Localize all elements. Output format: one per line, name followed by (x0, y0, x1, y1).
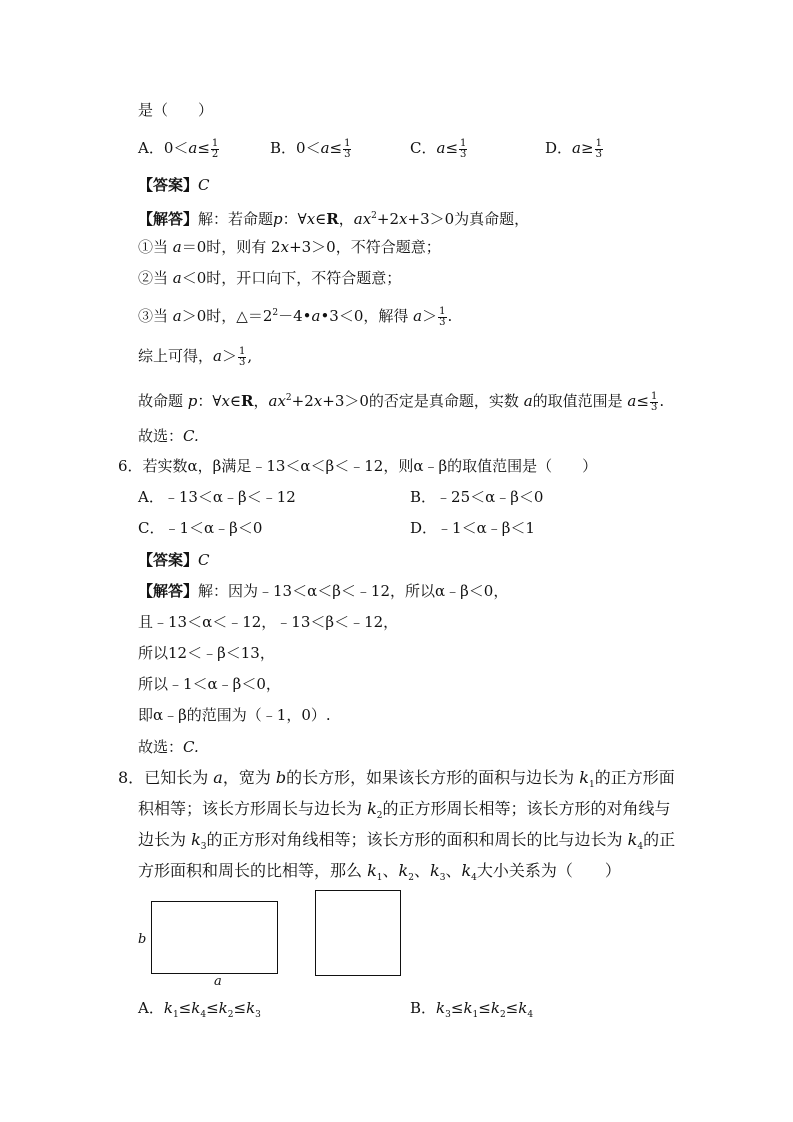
q6-analysis-line2: 且﹣13＜α＜﹣12，﹣13＜β＜﹣12， (138, 613, 399, 631)
fraction: $\frac{1}{3}$ (439, 305, 446, 328)
rectangle-figure (151, 901, 278, 974)
q6-analysis-line3: 所以12＜﹣β＜13， (138, 644, 275, 662)
q8-stem-line1: 8．已知长为 a，宽为 b的长方形，如果该长方形的面积与边长为 $k_1$的正方形面 (118, 768, 675, 791)
q5-option-d: D．a≥ $\frac{1}{3}$ (545, 137, 602, 160)
q8-option-b: B．$k_3\le k_1\le k_2\le k_4$ (410, 999, 534, 1020)
q6-stem: 6．若实数α，β满足﹣13＜α＜β＜﹣12，则α﹣β的取值范围是（ ） (118, 457, 598, 475)
fraction: $\frac{1}{2}$ (211, 137, 219, 160)
fraction: $\frac{1}{3}$ (344, 137, 351, 160)
fraction: $\frac{1}{3}$ (595, 137, 602, 160)
q5-option-a: A．0＜a≤ $\frac{1}{2}$ (138, 137, 219, 160)
fraction: $\frac{1}{3}$ (460, 137, 467, 160)
q8-stem-line2: 积相等；该长方形周长与边长为 $k_2$的正方形周长相等；该长方形的对角线与 (138, 799, 671, 822)
q6-option-a: A．﹣13＜α﹣β＜﹣12 (138, 488, 296, 506)
q5-option-b: B．0＜a≤ $\frac{1}{3}$ (270, 137, 351, 160)
q6-option-c: C．﹣1＜α﹣β＜0 (138, 519, 263, 537)
q6-analysis-line1: 【解答】解：因为﹣13＜α＜β＜﹣12，所以α﹣β＜0， (138, 582, 509, 600)
q8-option-a: A．$k_1\le k_4\le k_2\le k_3$ (138, 999, 261, 1020)
q8-stem-line4: 方形面积和周长的比相等，那么 $k_1$、$k_2$、$k_3$、$k_4$大小关系为（ ） (138, 861, 621, 884)
q6-option-b: B．﹣25＜α﹣β＜0 (410, 488, 544, 506)
q8-stem-line3: 边长为 $k_3$的正方形对角线相等；该长方形的面积和周长的比与边长为 $k_4$的正 (138, 830, 676, 853)
q5-analysis-line1: 【解答】解：若命题p：∀x∈R，$ax^2+2x+3>0$为真命题， (138, 210, 530, 228)
fraction: $\frac{1}{3}$ (238, 345, 246, 368)
q5-option-c: C．a≤ $\frac{1}{3}$ (410, 137, 467, 160)
q5-stem-tail: 是（ ） (138, 101, 214, 119)
fraction: $\frac{1}{3}$ (650, 390, 658, 413)
q6-answer: 【答案】C (138, 551, 210, 569)
q6-analysis-line4: 所以﹣1＜α﹣β＜0， (138, 675, 281, 693)
q5-answer: 【答案】C (138, 176, 210, 194)
q5-case1: ①当 a＝0时，则有 2x+3＞0，不符合题意； (138, 238, 441, 256)
q5-case3: ③当 a＞0时，$\triangle=2^2-4•a•3<0$，解得 a＞ $\frac{1}{3}$ . (138, 305, 453, 328)
q6-choose: 故选：C. (138, 738, 199, 756)
q6-analysis-line5: 即α﹣β的范围为（﹣1，0）. (138, 706, 331, 724)
q5-choose: 故选：C. (138, 427, 199, 445)
q5-conclusion: 故命题 p：∀x∈R，$ax^2+2x+3>0$的否定是真命题，实数 a的取值范围是 a≤ $\frac{1}{3}$ . (138, 390, 665, 413)
q5-summary: 综上可得，a＞ $\frac{1}{3}$ , (138, 345, 253, 368)
q6-option-d: D．﹣1＜α﹣β＜1 (410, 519, 535, 537)
square-figure (315, 890, 401, 976)
q5-case2: ②当 a＜0时，开口向下，不符合题意； (138, 269, 402, 287)
rectangle-label-b: b (138, 932, 147, 947)
rectangle-label-a: a (214, 974, 222, 989)
